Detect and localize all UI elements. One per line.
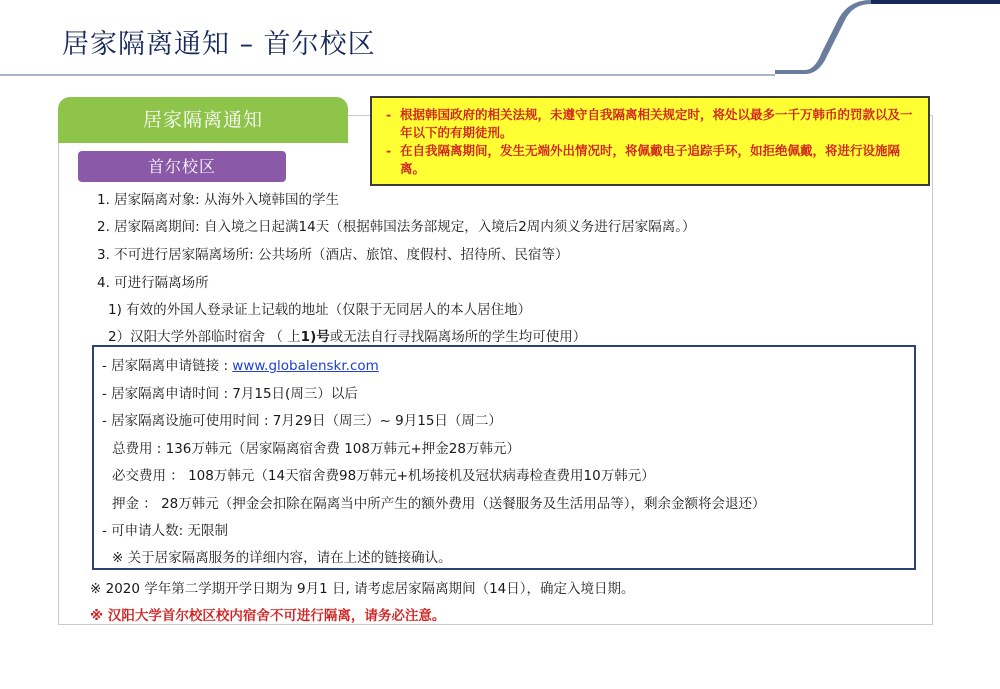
allowed-place-2-ref: 1)号 [300, 329, 330, 345]
notice-item: - 根据韩国政府的相关法规，未遵守自我隔离相关规定时，将处以最多一千万韩币的罚款以及一年以下的有期徒刑。 [382, 106, 918, 142]
allowed-place-2 [108, 325, 586, 345]
required-cost: 必交费用 ： 108万韩元（14天宿舍费98万韩元+机场接机及冠状病毒检查费用10万韩元） [112, 468, 655, 484]
allowed-place-1: 1) 有效的外国人登录证上记载的地址（仅限于无同居人的本人居住地） [108, 302, 532, 318]
application-link-row [102, 354, 379, 374]
item-allowed-places: 4. 可进行隔离场所 [97, 275, 209, 291]
total-cost: 总费用 : 136万韩元（居家隔离宿舍费 108万韩元+押金28万韩元） [112, 441, 520, 457]
tab-notice: 居家隔离通知 [58, 97, 348, 143]
semester-note: ※ 2020 学年第二学期开学日期为 9月1 日, 请考虑居家隔离期间（14日），确定入境日期。 [90, 581, 635, 597]
campus-label: 首尔校区 [78, 151, 286, 182]
usable-time: - 居家隔离设施可使用时间 : 7月29日（周三）~ 9月15日（周二） [102, 413, 502, 429]
application-time: - 居家隔离申请时间 : 7月15日(周三）以后 [102, 386, 358, 402]
detail-note: ※ 关于居家隔离服务的详细内容，请在上述的链接确认。 [112, 550, 452, 566]
item-target: 1. 居家隔离对象: 从海外入境韩国的学生 [97, 192, 340, 208]
capacity: - 可申请人数: 无限制 [102, 523, 229, 539]
penalty-notice [370, 96, 930, 186]
allowed-place-2-prefix: 2）汉阳大学外部临时宿舍 （ 上 [108, 329, 301, 345]
corner-decoration [775, 0, 1000, 76]
application-link[interactable]: www.globalenskr.com [232, 358, 379, 374]
title-divider [0, 74, 775, 76]
application-link-label: - 居家隔离申请链接 : [102, 358, 233, 374]
application-info-box [92, 345, 916, 570]
dormitory-warning: ※ 汉阳大学首尔校区校内宿舍不可进行隔离，请务必注意。 [90, 608, 446, 624]
page-title: 居家隔离通知 – 首尔校区 [62, 29, 376, 60]
deposit: 押金 ： 28万韩元（押金会扣除在隔离当中所产生的额外费用（送餐服务及生活用品等），剩余金额将会退还） [112, 496, 766, 512]
item-forbidden-places: 3. 不可进行居家隔离场所: 公共场所（酒店、旅馆、度假村、招待所、民宿等） [97, 247, 569, 263]
notice-item: - 在自我隔离期间，发生无端外出情况时，将佩戴电子追踪手环，如拒绝佩戴，将进行设施隔离。 [382, 142, 918, 178]
item-period: 2. 居家隔离期间: 自入境之日起满14天（根据韩国法务部规定，入境后2周内须义务进行居家隔离。） [97, 219, 696, 235]
allowed-place-2-suffix: 或无法自行寻找隔离场所的学生均可使用） [329, 329, 587, 345]
